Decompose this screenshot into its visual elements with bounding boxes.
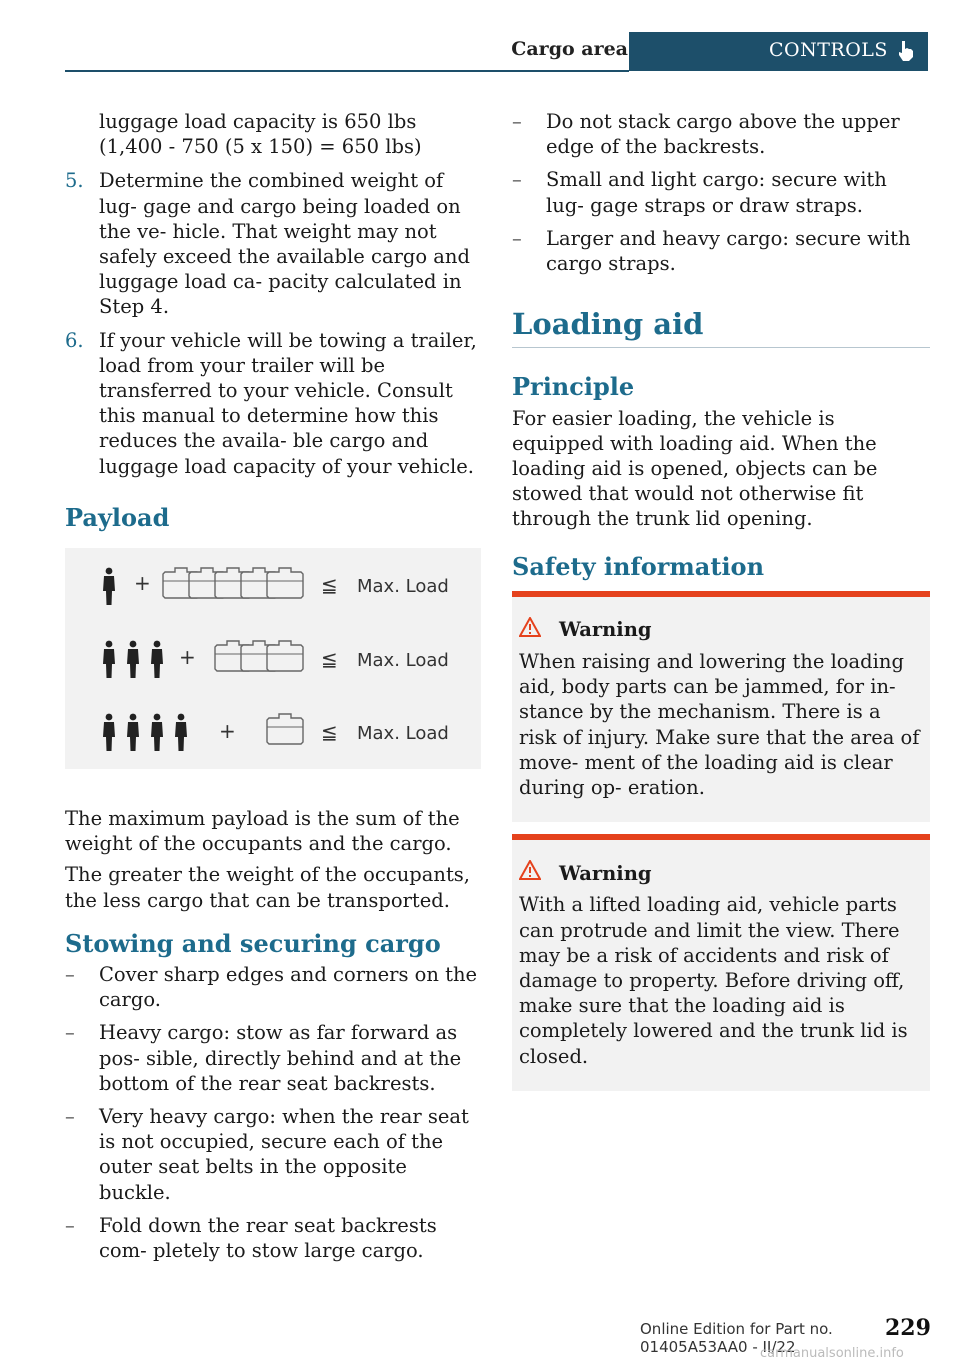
plus-symbol: + bbox=[179, 645, 196, 670]
dash-bullet: – bbox=[65, 963, 75, 987]
list-item-text: Do not stack cargo above the upper edge of the backrests. bbox=[546, 110, 900, 159]
chapter-label: CONTROLS bbox=[769, 39, 888, 61]
warning-label: Warning bbox=[559, 861, 652, 885]
list-item-text: Very heavy cargo: when the rear seat is not occupied, secure each of the outer seat belts in the opposite buckle. bbox=[99, 1105, 469, 1204]
list-item bbox=[65, 1104, 481, 1205]
warning-title bbox=[519, 860, 922, 886]
plus-symbol: + bbox=[134, 571, 151, 596]
right-column bbox=[512, 109, 930, 1091]
warning-triangle-icon bbox=[519, 860, 559, 886]
chapter-tab bbox=[629, 32, 928, 71]
payload-paragraph: The maximum payload is the sum of the weight of the occupants and the cargo. bbox=[65, 807, 460, 856]
warning-box bbox=[512, 834, 930, 1091]
dash-bullet: – bbox=[65, 1105, 75, 1129]
step-number: 5. bbox=[65, 169, 84, 193]
list-item-text: Heavy cargo: stow as far forward as pos‐ sible, directly behind and at the bottom of the rear seat backrests. bbox=[99, 1021, 462, 1095]
continuation-text: luggage load capacity is 650 lbs (1,400 - 750 (5 x 150) = 650 lbs) bbox=[99, 110, 422, 159]
safety-heading: Safety information bbox=[512, 551, 765, 581]
stowing-heading: Stowing and securing cargo bbox=[65, 928, 441, 958]
list-item bbox=[65, 962, 481, 1012]
less-equal-symbol: ≦ bbox=[321, 720, 338, 745]
step-number: 6. bbox=[65, 328, 84, 352]
less-equal-symbol: ≦ bbox=[321, 647, 338, 672]
warning-text: When raising and lowering the loading aid, body parts can be jammed, for in‐ stance by the mechanism. There is a risk of injury. Make sure that the area of move‐ ment of the loading aid is clear during op‐ eration. bbox=[519, 650, 920, 800]
edition-footer: Online Edition for Part no. 01405A53AA0 - II/22 bbox=[640, 1320, 833, 1356]
principle-text: For easier loading, the vehicle is equipped with loading aid. When the loading aid is opened, objects can be stowed that would not otherwise fit through the trunk lid opening. bbox=[512, 406, 878, 531]
left-column bbox=[65, 109, 481, 1271]
warning-triangle-icon bbox=[519, 617, 559, 643]
step-text: If your vehicle will be towing a trailer, load from your trailer will be transferred to your vehicle. Consult this manual to determine how this reduces the availa‐ ble cargo and luggage load capacity of your vehicle. bbox=[99, 328, 477, 478]
dash-bullet: – bbox=[65, 1213, 75, 1237]
list-item-text: Fold down the rear seat backrests com‐ pletely to stow large cargo. bbox=[99, 1213, 437, 1263]
step-text: Determine the combined weight of lug‐ gage and cargo being loaded on the ve‐ hicle. That weight may not safely exceed the available cargo and luggage load ca‐ pacity calculated in Step 4. bbox=[99, 169, 470, 319]
payload-paragraph: The greater the weight of the occupants, the less cargo that can be transported. bbox=[65, 863, 470, 912]
payload-heading: Payload bbox=[65, 502, 170, 532]
header-rule bbox=[65, 70, 629, 72]
dash-bullet: – bbox=[512, 226, 522, 250]
dash-bullet: – bbox=[65, 1021, 75, 1045]
max-load-label: Max. Load bbox=[357, 576, 449, 598]
list-item bbox=[512, 109, 930, 159]
principle-heading: Principle bbox=[512, 372, 635, 402]
list-item-text: Larger and heavy cargo: secure with cargo straps. bbox=[546, 226, 911, 276]
warning-text: With a lifted loading aid, vehicle parts can protrude and limit the view. There may be a risk of accidents and risk of damage to property. Before driving off, make sure that the loading aid is completely lowered and the trunk lid is closed. bbox=[519, 893, 908, 1068]
less-equal-symbol: ≦ bbox=[321, 573, 338, 598]
list-item bbox=[65, 328, 481, 479]
list-item bbox=[65, 1020, 481, 1096]
max-load-label: Max. Load bbox=[357, 650, 449, 672]
plus-symbol: + bbox=[219, 719, 236, 744]
list-item bbox=[65, 168, 481, 319]
list-item bbox=[512, 226, 930, 276]
watermark: carmanualsonline.info bbox=[760, 1346, 904, 1361]
payload-figure bbox=[65, 548, 481, 769]
section-title: Cargo area bbox=[511, 38, 628, 60]
list-item-text: Cover sharp edges and corners on the cargo. bbox=[99, 963, 478, 1012]
dash-bullet: – bbox=[512, 168, 522, 192]
warning-title bbox=[519, 617, 922, 643]
list-item-text: Small and light cargo: secure with lug‐ gage straps or draw straps. bbox=[546, 168, 887, 217]
hand-pointer-icon bbox=[897, 40, 915, 66]
loading-aid-heading: Loading aid bbox=[512, 312, 930, 348]
warning-label: Warning bbox=[559, 618, 652, 642]
warning-box bbox=[512, 591, 930, 822]
payload-illustration bbox=[65, 548, 481, 769]
list-item bbox=[512, 167, 930, 217]
dash-bullet: – bbox=[512, 110, 522, 133]
max-load-label: Max. Load bbox=[357, 723, 449, 745]
page-number: 229 bbox=[885, 1315, 931, 1341]
list-item bbox=[65, 1213, 481, 1263]
